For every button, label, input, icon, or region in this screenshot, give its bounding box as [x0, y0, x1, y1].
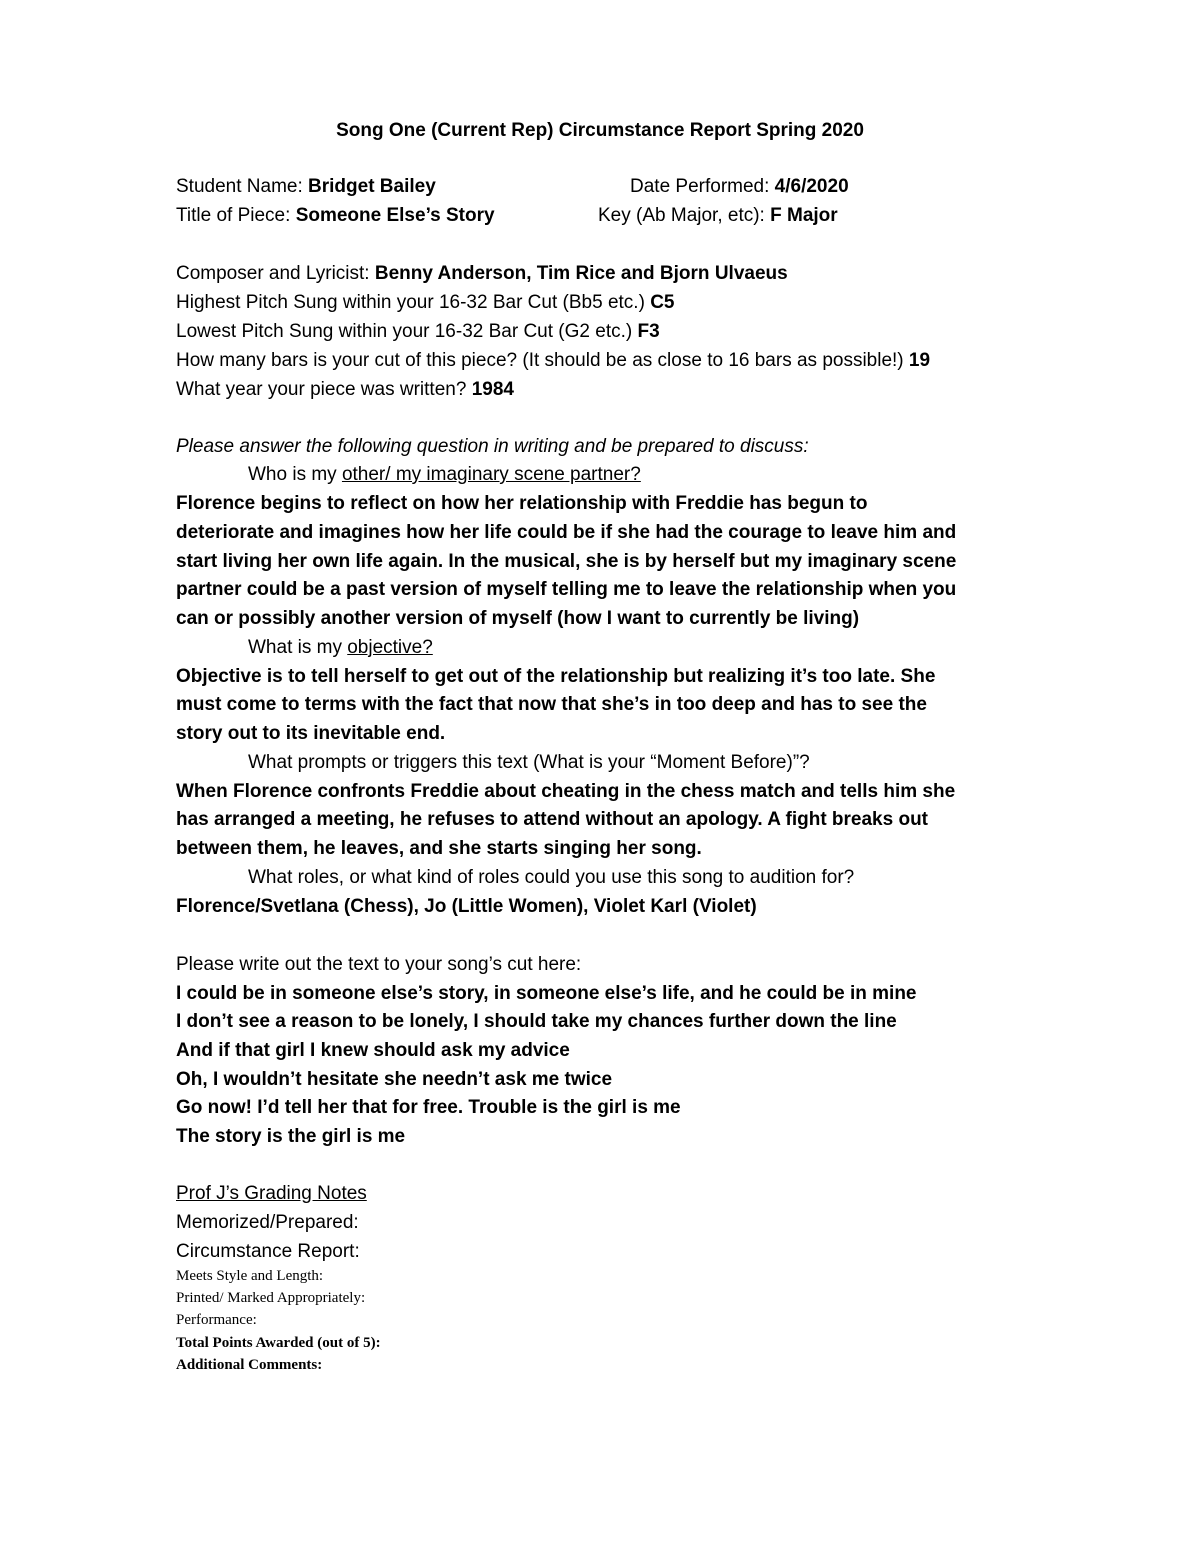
- highest-pitch-line: [176, 291, 674, 315]
- question-4: What roles, or what kind of roles could you use this song to audition for?: [248, 867, 855, 888]
- answer-1-line: Florence begins to reflect on how her relationship with Freddie has begun to: [176, 493, 868, 514]
- lyrics-label: Please write out the text to your song’s cut here:: [176, 954, 582, 975]
- composer-label: Composer and Lyricist:: [176, 263, 375, 284]
- question-1: [248, 463, 641, 487]
- question-1-prefix: Who is my: [248, 464, 342, 485]
- lowest-pitch-label: Lowest Pitch Sung within your 16-32 Bar Cut (G2 etc.): [176, 321, 638, 342]
- answer-3-line: between them, he leaves, and she starts singing her song.: [176, 838, 702, 859]
- grading-performance: Performance:: [176, 1312, 257, 1328]
- answer-1-line: can or possibly another version of myself (how I want to currently be living): [176, 608, 860, 629]
- grading-style: Meets Style and Length:: [176, 1268, 324, 1284]
- answer-2-line: story out to its inevitable end.: [176, 723, 446, 744]
- lyrics-line: I don’t see a reason to be lonely, I should take my chances further down the line: [176, 1011, 897, 1032]
- bars-line: [176, 349, 930, 373]
- student-name-label: Student Name:: [176, 176, 309, 197]
- question-3: What prompts or triggers this text (What is your “Moment Before)”?: [248, 752, 810, 773]
- grading-heading: Prof J’s Grading Notes: [176, 1183, 367, 1204]
- date-value: 4/6/2020: [774, 176, 849, 197]
- document-title: Song One (Current Rep) Circumstance Report Spring 2020: [336, 120, 864, 141]
- grading-printed: Printed/ Marked Appropriately:: [176, 1290, 366, 1306]
- question-2-underlined: objective?: [347, 637, 433, 658]
- composer-line: [176, 262, 788, 286]
- student-name-line: [176, 175, 436, 199]
- grading-comments: Additional Comments:: [176, 1357, 323, 1373]
- grading-circumstance: Circumstance Report:: [176, 1241, 360, 1262]
- lyrics-line: The story is the girl is me: [176, 1126, 406, 1147]
- answer-3-line: has arranged a meeting, he refuses to attend without an apology. A fight breaks out: [176, 809, 929, 830]
- piece-label: Title of Piece:: [176, 205, 296, 226]
- lowest-pitch-value: F3: [637, 321, 660, 342]
- bars-value: 19: [908, 350, 931, 371]
- piece-value: Someone Else’s Story: [295, 205, 495, 226]
- lowest-pitch-line: [176, 320, 660, 344]
- student-name-value: Bridget Bailey: [308, 176, 436, 197]
- key-value: F Major: [770, 205, 838, 226]
- composer-value: Benny Anderson, Tim Rice and Bjorn Ulvaeus: [374, 263, 788, 284]
- question-1-underlined: other/ my imaginary scene partner?: [341, 464, 641, 485]
- answer-1-line: deteriorate and imagines how her life could be if she had the courage to leave him and: [176, 522, 957, 543]
- grading-total: Total Points Awarded (out of 5):: [176, 1335, 381, 1351]
- bars-label: How many bars is your cut of this piece? (It should be as close to 16 bars as possible!): [176, 350, 909, 371]
- grading-memorized: Memorized/Prepared:: [176, 1212, 359, 1233]
- instructions: Please answer the following question in writing and be prepared to discuss:: [176, 436, 809, 457]
- year-value: 1984: [471, 379, 514, 400]
- answer-2-line: must come to terms with the fact that now that she’s in too deep and has to see the: [176, 694, 927, 715]
- lyrics-line: And if that girl I knew should ask my advice: [176, 1040, 570, 1061]
- year-line: [176, 378, 514, 402]
- key-label: Key (Ab Major, etc):: [598, 205, 771, 226]
- lyrics-line: I could be in someone else’s story, in someone else’s life, and he could be in mine: [176, 983, 917, 1004]
- year-label: What year your piece was written?: [176, 379, 472, 400]
- answer-2-line: Objective is to tell herself to get out of the relationship but realizing it’s too late. She: [176, 666, 936, 687]
- question-2: [248, 636, 433, 660]
- key-line: [598, 204, 838, 228]
- date-line: [630, 175, 849, 199]
- question-2-prefix: What is my: [248, 637, 348, 658]
- piece-line: [176, 204, 495, 228]
- highest-pitch-label: Highest Pitch Sung within your 16-32 Bar Cut (Bb5 etc.): [176, 292, 651, 313]
- lyrics-line: Go now! I’d tell her that for free. Trouble is the girl is me: [176, 1097, 681, 1118]
- highest-pitch-value: C5: [650, 292, 675, 313]
- lyrics-line: Oh, I wouldn’t hesitate she needn’t ask me twice: [176, 1069, 613, 1090]
- answer-1-line: partner could be a past version of myself telling me to leave the relationship when you: [176, 579, 957, 600]
- date-label: Date Performed:: [630, 176, 775, 197]
- answer-3-line: When Florence confronts Freddie about cheating in the chess match and tells him she: [176, 781, 956, 802]
- answer-1-line: start living her own life again. In the musical, she is by herself but my imaginary scene: [176, 551, 957, 572]
- answer-4: Florence/Svetlana (Chess), Jo (Little Women), Violet Karl (Violet): [176, 896, 757, 917]
